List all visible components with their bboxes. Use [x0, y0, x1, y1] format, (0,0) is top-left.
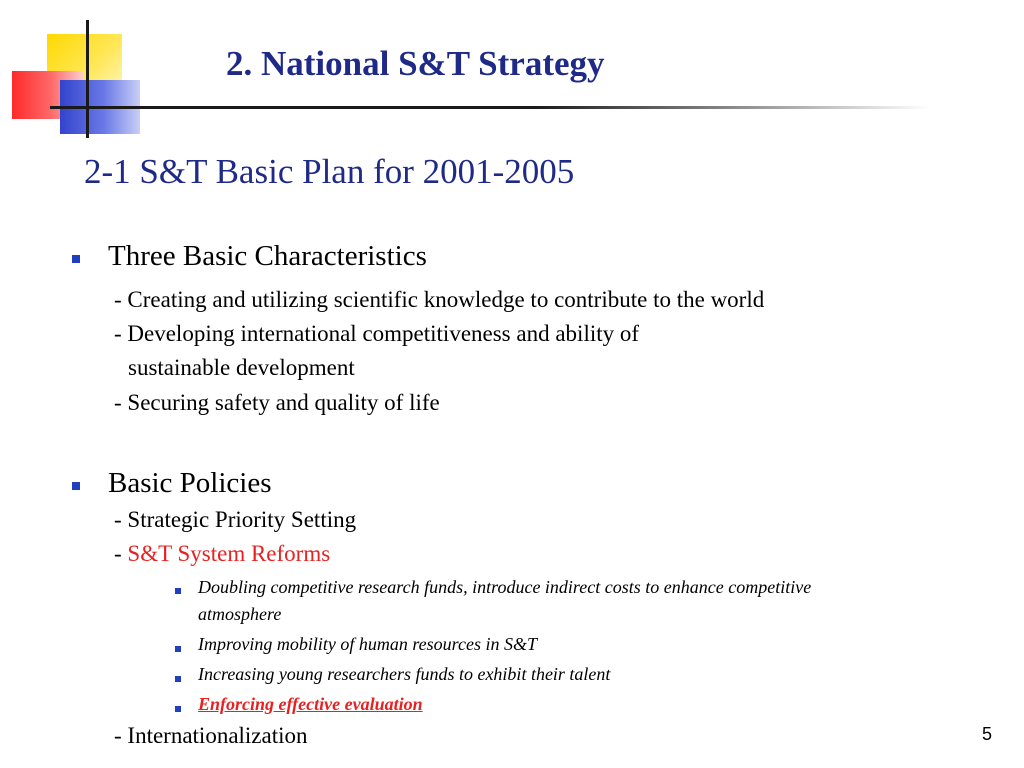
bullet-square-icon — [72, 255, 80, 263]
characteristic-item-continuation: sustainable development — [128, 355, 355, 380]
reform-sub-item: Increasing young researchers funds to exhibit their talent — [198, 664, 611, 684]
slide-subtitle: 2-1 S&T Basic Plan for 2001-2005 — [84, 152, 575, 191]
characteristic-item: - Securing safety and quality of life — [114, 390, 440, 415]
policy-item — [114, 541, 330, 567]
bullet-square-icon — [72, 482, 80, 490]
page-number: 5 — [981, 724, 992, 744]
bullet-square-icon — [175, 588, 181, 594]
bullet-square-icon — [175, 646, 181, 652]
reform-sub-item: Doubling competitive research funds, introduce indirect costs to enhance competitive — [198, 577, 812, 597]
policy-item: - Strategic Priority Setting — [114, 507, 357, 532]
title-divider — [50, 106, 930, 109]
section-heading-characteristics: Three Basic Characteristics — [108, 240, 427, 272]
reform-sub-item-highlight: Enforcing effective evaluation — [198, 694, 423, 714]
policy-item: - Internationalization — [114, 723, 308, 748]
bullet-square-icon — [175, 676, 181, 682]
policy-item-dash: - — [114, 541, 128, 566]
section-heading-policies: Basic Policies — [108, 467, 272, 499]
reform-sub-item-continuation: atmosphere — [198, 604, 282, 624]
slide-title: 2. National S&T Strategy — [226, 44, 605, 83]
bullet-square-icon — [175, 706, 181, 712]
characteristic-item: - Developing international competitiveness and ability of — [114, 321, 640, 346]
decor-vertical-line — [86, 20, 89, 138]
policy-item-highlight: S&T System Reforms — [127, 541, 331, 566]
reform-sub-item: Improving mobility of human resources in S&T — [198, 634, 537, 654]
characteristic-item: - Creating and utilizing scientific knowledge to contribute to the world — [114, 287, 765, 312]
